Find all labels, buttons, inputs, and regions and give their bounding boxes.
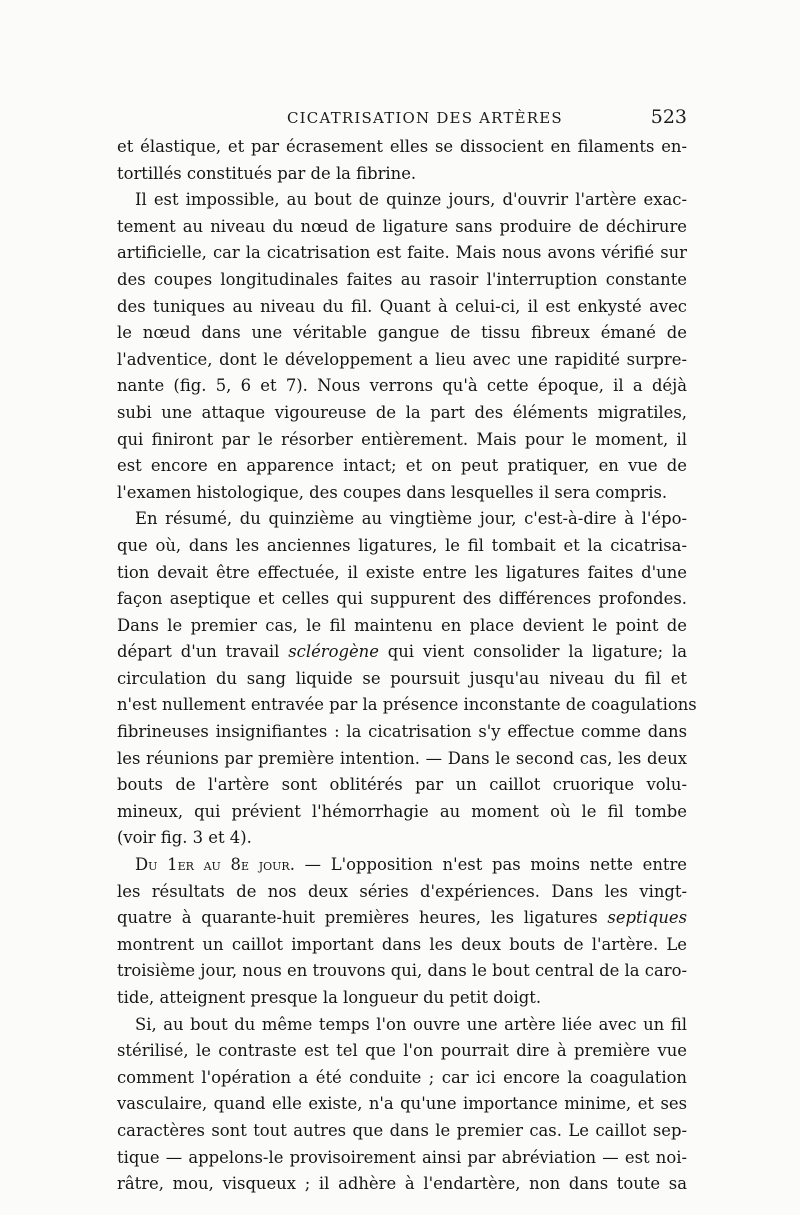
text-line: tement au niveau du nœud de ligature sans produire de déchirure [117, 216, 687, 236]
text-line [117, 905, 687, 932]
text-line: fibrineuses insignifiantes : la cicatrisation s'y effectue comme dans [117, 722, 687, 742]
text-line: circulation du sang liquide se poursuit jusqu'au niveau du fil et [117, 668, 687, 688]
text-line: n'est nullement entravée par la présence inconstante de coagulations [117, 695, 697, 715]
emphasis-term: septiques [607, 908, 687, 928]
text-run: quatre à quarante-huit premières heures, les ligatures [117, 908, 608, 928]
text-line: tique — appelons-le provisoirement ainsi par abréviation — est noi- [117, 1147, 687, 1167]
text-line: montrent un caillot important dans les deux bouts de l'artère. Le [117, 934, 687, 954]
text-line: tide, atteignent presque la longueur du petit doigt. [117, 988, 542, 1007]
text-line: artificielle, car la cicatrisation est faite. Mais nous avons vérifié sur [117, 243, 687, 263]
text-run: départ d'un travail [117, 642, 289, 662]
text-line: bouts de l'artère sont oblitérés par un caillot cruorique volu- [117, 775, 687, 795]
text-line: l'examen histologique, des coupes dans lesquelles il sera compris. [117, 482, 668, 502]
text-line: caractères sont tout autres que dans le premier cas. Le caillot sep- [117, 1120, 687, 1140]
text-run: qui vient consolider la ligature; la [378, 642, 687, 662]
text-line: façon aseptique et celles qui suppurent des différences profondes. [117, 589, 687, 609]
text-line: Dans le premier cas, le fil maintenu en place devient le point de [117, 615, 687, 635]
page-number: 523 [650, 106, 687, 128]
text-line: les résultats de nos deux séries d'expériences. Dans les vingt- [117, 881, 687, 901]
text-line: tortillés constitués par de la fibrine. [117, 163, 417, 183]
text-line: tion devait être effectuée, il existe entre les ligatures faites d'une [117, 562, 687, 582]
text-line: râtre, mou, visqueux ; il adhère à l'endartère, non dans toute sa [117, 1174, 687, 1194]
running-header [117, 103, 687, 133]
text-line: vasculaire, quand elle existe, n'a qu'une importance minime, et ses [117, 1094, 687, 1114]
text-line: Il est impossible, au bout de quinze jours, d'ouvrir l'artère exac- [135, 190, 687, 210]
text-line: troisième jour, nous en trouvons qui, dans le bout central de la caro- [117, 961, 687, 981]
text-line: des coupes longitudinales faites au rasoir l'interruption constante [117, 269, 687, 289]
text-line: le nœud dans une véritable gangue de tissu fibreux émané de [117, 323, 687, 343]
text-line: que où, dans les anciennes ligatures, le fil tombait et la cicatrisa- [117, 535, 687, 555]
text-line: subi une attaque vigoureuse de la part des éléments migratiles, [117, 402, 687, 422]
text-line: En résumé, du quinzième au vingtième jour, c'est-à-dire à l'épo- [135, 509, 687, 529]
text-line: Si, au bout du même temps l'on ouvre une artère liée avec un fil [135, 1014, 687, 1034]
text-line: est encore en apparence intact; et on peut pratiquer, en vue de [117, 456, 687, 476]
text-line: (voir fig. 3 et 4). [117, 828, 252, 848]
text-line: l'adventice, dont le développement a lieu avec une rapidité surpre- [117, 349, 687, 369]
text-line [117, 639, 687, 666]
text-line: nante (fig. 5, 6 et 7). Nous verrons qu'à cette époque, il a déjà [117, 376, 687, 396]
text-line: stérilisé, le contraste est tel que l'on pourrait dire à première vue [117, 1041, 687, 1061]
text-line: des tuniques au niveau du fil. Quant à celui-ci, il est enkysté avec [117, 296, 687, 316]
text-line: comment l'opération a été conduite ; car ici encore la coagulation [117, 1067, 687, 1087]
body-text [117, 134, 697, 1198]
text-line: mineux, qui prévient l'hémorrhagie au moment où le fil tombe [117, 801, 687, 821]
running-title: CICATRISATION DES ARTÈRES [287, 109, 563, 127]
section-heading: Du 1er au 8e jour. [135, 855, 295, 875]
text-run: — L'opposition n'est pas moins nette entre [294, 855, 687, 875]
text-line: et élastique, et par écrasement elles se dissocient en filaments en- [117, 137, 687, 156]
emphasis-term: sclérogène [288, 642, 379, 662]
text-line: les réunions par première intention. — Dans le second cas, les deux [117, 748, 687, 768]
text-line: qui finiront par le résorber entièrement. Mais pour le moment, il [117, 429, 687, 449]
text-line [117, 852, 687, 879]
